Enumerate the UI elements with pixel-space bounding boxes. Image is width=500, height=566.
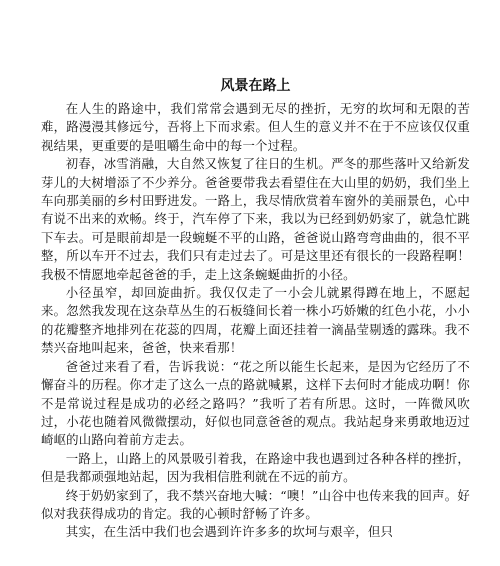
paragraph-2: 初春，冰雪消融，大自然又恢复了往日的生机。严冬的那些落叶又给新发芽儿的大树增添了不少养分。爸爸要带我去看望住在大山里的奶奶，我们坐上车向那美丽的乡村田野进发。一路上，我尽情欣赏着车窗外的美丽景色，心中有说不出来的欢畅。终于，汽车停了下来，我以为已经到奶奶家了，就急忙跳下车去。可是眼前却是一段蜿蜒不平的山路，爸爸说山路弯弯曲曲的，很不平整，所以车开不过去，我们只有走过去了。可是这里还有很长的一段路程啊！我极不情愿地牵起爸爸的手，走上这条蜿蜒曲折的小径。	[41, 156, 470, 282]
paragraph-6: 终于奶奶家到了，我不禁兴奋地大喊：“噢！”山谷中也传来我的回声。好似对我获得成功的肯定。我的心顿时舒畅了许多。	[41, 487, 470, 521]
paragraph-3: 小径虽窄，却回旋曲折。我仅仅走了一小会儿就累得蹲在地上，不愿起来。忽然我发现在这杂草丛生的石板缝间长着一株小巧娇嫩的红色小花，小小的花瓣整齐地排列在花蕊的四周，花瓣上面还挂着一滴晶莹剔透的露珠。我不禁兴奋地叫起来，爸爸，快来看那！	[41, 285, 470, 356]
paragraph-5: 一路上，山路上的风景吸引着我，在路途中我也遇到过各种各样的挫折，但是我都顽强地站起，因为我相信胜利就在不远的前方。	[41, 450, 470, 485]
paragraph-1: 在人生的路途中，我们常常会遇到无尽的挫折，无穷的坎坷和无限的苦难，路漫漫其修远兮，吾将上下而求索。但人生的意义并不在于不应该仅仅重视结果，更重要的是咀嚼生命中的每一个过程。	[41, 101, 470, 153]
document-title: 风景在路上	[220, 78, 291, 94]
paragraph-7: 其实，在生活中我们也会遇到许许多多的坎坷与艰辛，但只	[65, 524, 394, 540]
paragraph-4: 爸爸过来看了看，告诉我说：“花之所以能生长起来，是因为它经历了不懈奋斗的历程。你才走了这么一点的路就喊累，这样下去何时才能成功啊！你不是常说过程是成功的必经之路吗？”我听了若有所思。这时，一阵微风吹过，小花也随着风微微摆动，好似也同意爸爸的观点。我站起身来勇敢地迈过崎岖的山路向着前方走去。	[41, 358, 470, 448]
